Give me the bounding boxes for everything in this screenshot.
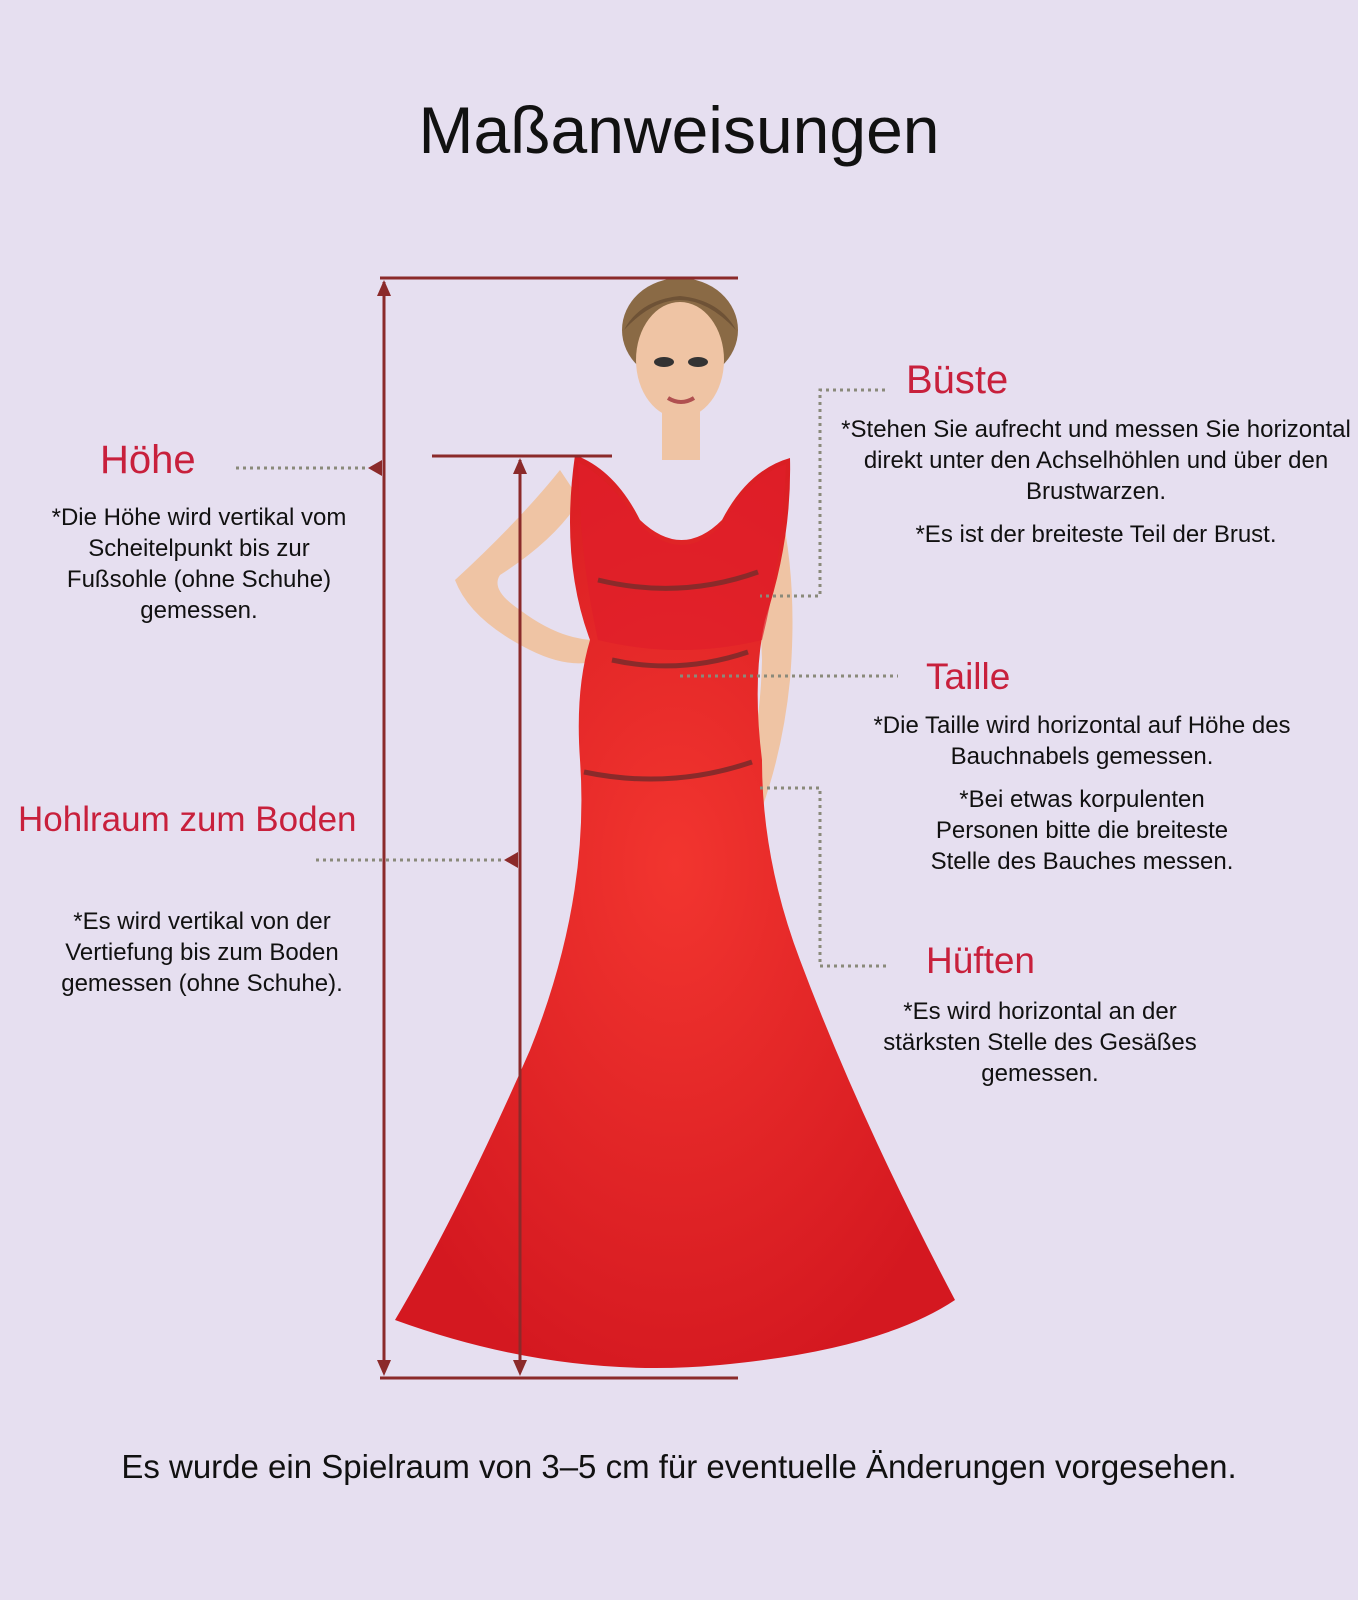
model-head (622, 278, 738, 460)
waist-text-2: *Bei etwas korpulenten Personen bitte die breiteste Stelle des Bauches messen. (930, 786, 1234, 875)
waist-heading: Taille (926, 656, 1011, 697)
height-arrow-top (377, 280, 391, 296)
bust-text-2: *Es ist der breiteste Teil der Brust. (915, 521, 1277, 548)
hollow-to-floor-heading: Hohlraum zum Boden (18, 800, 357, 839)
page-title: Maßanweisungen (418, 93, 940, 167)
height-pointer (368, 460, 382, 476)
hips-description: *Es wird horizontal an der stärksten Stelle des Gesäßes gemessen. (883, 998, 1197, 1087)
waist-text-1: *Die Taille wird horizontal auf Höhe des Bauchnabels gemessen. (873, 712, 1291, 770)
hollow-arrow-bottom (513, 1360, 527, 1376)
height-arrow-bottom (377, 1360, 391, 1376)
height-heading: Höhe (100, 438, 196, 482)
bust-text-1: *Stehen Sie aufrecht und messen Sie horizontal direkt unter den Achselhöhlen und über den Brustwarzen. (841, 416, 1351, 505)
height-description: *Die Höhe wird vertikal vom Scheitelpunkt bis zur Fußsohle (ohne Schuhe) gemessen. (51, 504, 347, 624)
hollow-pointer (504, 852, 518, 868)
hollow-arrow-top (513, 458, 527, 474)
hips-heading: Hüften (926, 940, 1036, 981)
bust-description (840, 414, 1352, 562)
bust-heading: Büste (906, 358, 1009, 402)
hollow-to-floor-description: *Es wird vertikal von der Vertiefung bis zum Boden gemessen (ohne Schuhe). (61, 908, 343, 997)
waist-description (842, 710, 1322, 889)
leader-lines (236, 390, 898, 966)
footer-note: Es wurde ein Spielraum von 3–5 cm für eventuelle Änderungen vorgesehen. (121, 1448, 1237, 1485)
